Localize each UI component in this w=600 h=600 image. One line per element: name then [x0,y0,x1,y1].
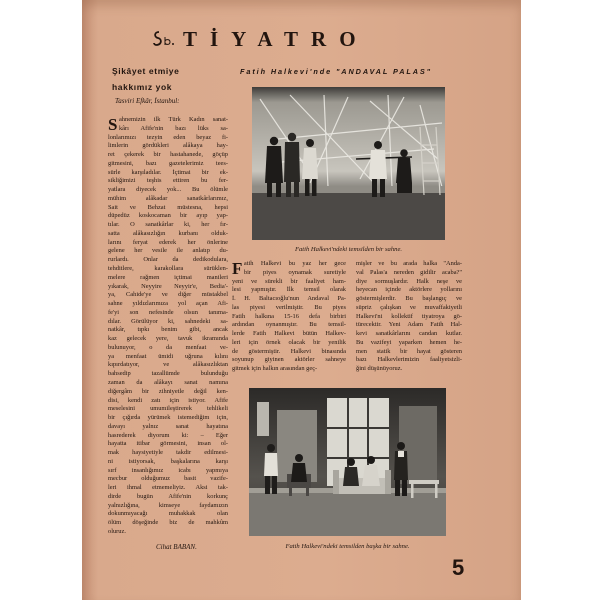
photo-caption: Fatih Halkevi'ndeki temsilden bir sahne. [294,246,403,253]
body-line: türecektir. Yeni Adam Fatih Hal- [356,321,462,329]
right-article-column-b [356,260,462,374]
body-line: bir piyes oynamak suretiyle [243,268,346,276]
body-line: Bu vazifeyi yaparken hemen he- [356,338,462,346]
body-line: lerde Fatih Halkevi bütün Halkev- [232,330,346,338]
body-line: soyunup giyinen aktörler sahneye [232,356,346,364]
body-line: mühim alâkadar sanatkârlarımız, [108,194,228,202]
body-line: kıpırdatıyor, ve alâkasızlıktan [108,361,228,369]
body-line: bazı Halkevlerimizin faaliyetsizli- [356,356,462,364]
body-line: disi, kendi zatı için istiyor. Afife [108,396,228,404]
body-line: dirde bugün Afife'nin korkunç [108,492,228,500]
body-line: hayatta itibar görmesini, insan ol- [108,440,228,448]
body-line: sahne yıldızlarımıza yol açan Afi- [108,300,228,308]
body-line: yatlara diyecek yok... Bu ölümle [108,186,228,194]
body-line: larını feryat ederek her önlerine [108,238,228,246]
body-line: meselesini umumileştirerek tehlikeli [108,405,228,413]
body-line: ya menfaat ümidi uğruna kılını [108,352,228,360]
lamp-panel [257,402,269,436]
stage-photo-2 [249,388,446,536]
body-line: natkâr, tıpkı benim gibi, ancak [108,326,228,334]
body-line: lonlarımızı tezyin eden beyaz fi- [108,133,228,141]
left-headline-line: Şikâyet etmiye [112,66,180,76]
body-line: gitmesini, bazı gazetelerimiz tees- [108,159,228,167]
body-line: Halkevi'ni kollektif tiyatroya gö- [356,312,462,320]
source-credit: Tasviri Efkâr, İstanbul: [115,97,180,105]
body-line: Sait ve Behzat müstesna, hepsi [108,203,228,211]
author-signature: Cihat BABAN. [156,543,197,551]
body-line: hasrederek diyorum ki: – Eğer [108,431,228,439]
body-line: heyecan içinde aktörlere yollarını [356,286,462,294]
body-line: men statik bir hayat gösteren [356,347,462,355]
body-line: bahsedip tazallümde bulunduğu [108,370,228,378]
body-line: sürle karşıladılar. İçtimai bir ek- [108,168,228,176]
body-line: ret çekerek bir hastahanede, göçüp [108,151,228,159]
body-line: de göstermiştir. Halkevi binasında [232,347,346,355]
body-line: Fatih Halkevi bu yaz her gece [232,259,346,278]
body-line: las piyesi verilmiştir. Bu piyes [232,303,346,311]
body-line: sırf insanlığımız icabı yapmıya [108,466,228,474]
body-line: leri ihmal etmemeliyiz. Aksi tak- [108,484,228,492]
masthead-ornament-icon [151,29,179,49]
body-line: davayı yalnız sanat hayatına [108,422,228,430]
body-line: gitmek için halkın arasından geç- [232,365,318,373]
stage-floor [252,193,445,240]
body-line: mişler ve bu arada halka "Anda- [356,260,462,267]
body-line: ya, Cahide'ye ve diğer müstakbel [108,291,228,299]
photo-caption: Fatih Halkevi'ndeki temsilden başka bir sahne. [285,543,410,550]
body-line: zaman da alâkayı sanat namına [108,378,228,386]
body-line: süpriz çalışkan ve muvaffakiyetli [356,303,462,311]
body-line: kevi sanatkârlarını candan kutlar. [356,330,462,338]
body-line: sikliğimizi teşhis ettiren bu fer- [108,177,228,185]
body-line: Fatih halkına 15-16 defa birbiri [232,312,346,320]
left-article-body [108,116,228,537]
body-line: oluruz. [108,527,126,535]
body-line: bulunuyor, o da menfaat ve- [108,343,228,351]
body-line: rurlardı. Onlar da dedikodulara, [108,256,228,264]
body-line: yeni ve sürekli bir faaliyet ham- [232,277,346,285]
stage-photo-1 [252,87,445,240]
stage-floor [249,492,446,536]
body-line: yıkarak, Neyyire Neyyir'e, Bedia'- [108,282,228,290]
body-line: ölüm döşeğinde biz de mahkûm [108,519,228,527]
body-line: tılar. O sanatkârlar ki, her fır- [108,221,228,229]
body-line: leri için örnek olacak bir yenilik [232,338,346,346]
body-line: ardından oynanmıştır. Bu temsil- [232,321,346,329]
body-line: diye sormuşlardır. Halk neşe ve [356,277,462,285]
body-line: gelene her vesile ile anlatıp du- [108,247,228,255]
body-line: mak haysiyetiyle takdir edilmesi- [108,449,228,457]
body-line: diğergâm bir zihniyetle değil ken- [108,387,228,395]
body-line: İ. H. Baltacıoğlu'nun Andaval Pa- [232,295,346,303]
body-line: dokunmıyacağı muhakkak olan [108,510,228,518]
body-line: val Palas'a nereden gidilir acaba?" [356,268,462,276]
body-line: yalnızlığına, kimseye faydamızın [108,501,228,509]
body-line: ni istiyorsak, başkalarına karşı [108,457,228,465]
left-headline-line: hakkımız yok [112,82,173,92]
body-line: Sahnemizin ilk Türk Kadın sanat- [108,115,228,134]
body-line: tehditlere, karakollara sürüklen- [108,265,228,273]
body-line: kaz gelecek yere, tavuk ikramında [108,335,228,343]
page-number: 5 [452,555,465,580]
right-article-column-a [232,260,346,374]
body-line: limlerin gördükleri alâkaya hay- [108,142,228,150]
section-title: TİYATRO [183,27,369,51]
body-line: satta alâkasızlığın kurbanı olduk- [108,229,228,237]
body-line: göstermişlerdir. Bu başlangıç ve [356,295,462,303]
body-line: mecbur olduğumuz basit vazife- [108,475,228,483]
right-headline: Fatih Halkevi'nde "ANDAVAL PALAS" [240,67,433,76]
body-line: dılar. Görülüyor ki, sahnedeki sa- [108,317,228,325]
body-line: kârı Afife'nin bazı lüks sa- [118,124,228,132]
body-line: melere rağmen içtimai manileri [108,273,228,281]
body-line: ğini düşünüyoruz. [356,365,403,373]
body-line: düpedüz koskocaman bir ayıp yap- [108,212,228,220]
body-line: bir çığırda yürümek istemediğim için, [108,414,228,422]
body-line: lesi yapmıştır. İlk temsil olarak [232,286,346,294]
body-line: fe'yi son nefesinde olsun tanıma- [108,308,228,316]
